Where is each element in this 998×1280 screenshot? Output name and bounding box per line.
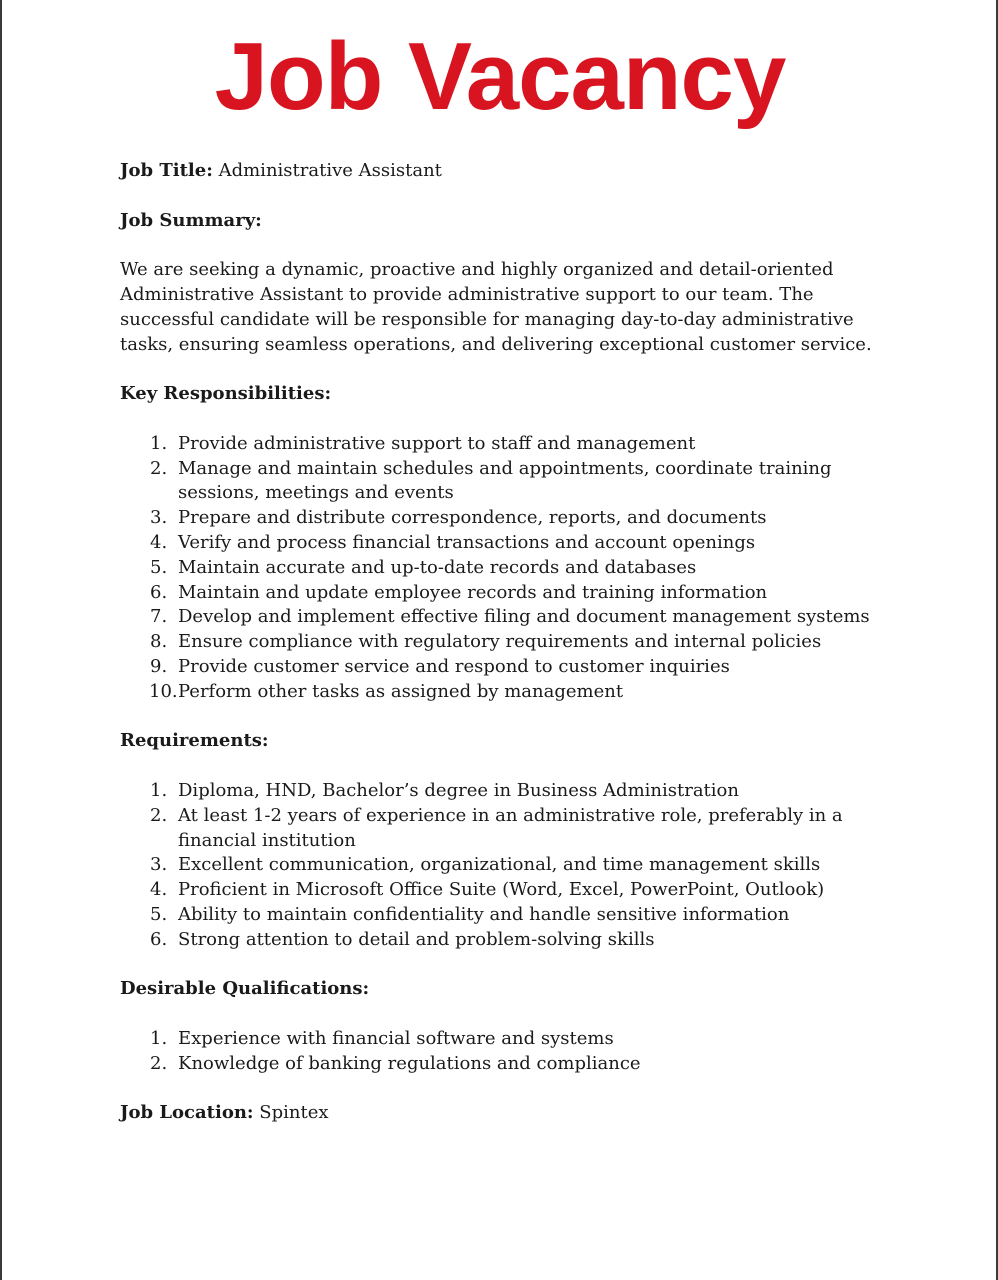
list-item-text: Provide customer service and respond to customer inquiries — [178, 655, 730, 677]
list-item-number: 1. — [150, 779, 168, 801]
job-location-label: Job Location: — [120, 1102, 254, 1124]
list-item-number: 2. — [150, 1052, 168, 1074]
list-item-text: Strong attention to detail and problem-solving skills — [178, 928, 655, 950]
desirable-heading: Desirable Qualifications: — [120, 978, 370, 1000]
list-item — [120, 1027, 880, 1052]
list-item-number: 2. — [150, 804, 168, 826]
list-item — [120, 928, 880, 953]
list-item-text: Verify and process financial transactions and account openings — [178, 531, 756, 553]
list-item-number: 10. — [149, 680, 178, 702]
summary-heading: Job Summary: — [120, 209, 262, 231]
list-item — [120, 779, 880, 804]
list-item-text: Prepare and distribute correspondence, reports, and documents — [178, 507, 767, 529]
summary-line: tasks, ensuring seamless operations, and delivering exceptional customer service. — [120, 333, 872, 355]
requirements-heading: Requirements: — [120, 730, 269, 752]
job-location-value: Spintex — [259, 1102, 329, 1124]
list-item-text: Proficient in Microsoft Office Suite (Word, Excel, PowerPoint, Outlook) — [178, 879, 825, 901]
list-item-text: Excellent communication, organizational, and time management skills — [178, 854, 821, 876]
list-item-text: Experience with financial software and systems — [178, 1027, 614, 1049]
job-title-line — [120, 159, 880, 184]
list-item-number: 5. — [150, 903, 168, 925]
summary-paragraph — [120, 258, 880, 357]
job-title-value: Administrative Assistant — [218, 160, 442, 181]
list-item-number: 1. — [150, 1027, 168, 1049]
list-item-number: 4. — [150, 879, 168, 901]
list-item — [120, 506, 880, 531]
list-item-text: Maintain accurate and up-to-date records and databases — [178, 556, 697, 578]
list-item — [120, 804, 880, 854]
list-item — [120, 655, 880, 680]
list-item-text: At least 1-2 years of experience in an administrative role, preferably in a — [178, 804, 843, 826]
job-location-line — [120, 1101, 880, 1126]
desirable-list — [120, 1027, 880, 1077]
list-item — [120, 853, 880, 878]
list-item — [120, 432, 880, 457]
list-item-text: Develop and implement effective filing and document management systems — [178, 606, 870, 628]
list-item-number: 2. — [150, 457, 168, 479]
summary-line: We are seeking a dynamic, proactive and highly organized and detail-oriented — [120, 259, 834, 281]
list-item-text-continued: financial institution — [178, 829, 356, 851]
list-item-text: Knowledge of banking regulations and compliance — [178, 1052, 641, 1074]
responsibilities-heading: Key Responsibilities: — [120, 383, 332, 405]
document-body — [120, 159, 880, 1126]
list-item-text: Ensure compliance with regulatory requirements and internal policies — [178, 631, 822, 653]
list-item — [120, 457, 880, 507]
summary-line: Administrative Assistant to provide administrative support to our team. The — [120, 283, 814, 305]
list-item-text: Manage and maintain schedules and appointments, coordinate training — [178, 457, 832, 479]
list-item-text: Diploma, HND, Bachelor’s degree in Business Administration — [178, 779, 739, 801]
summary-line: successful candidate will be responsible for managing day-to-day administrative — [120, 308, 854, 330]
list-item-text: Perform other tasks as assigned by management — [178, 680, 624, 702]
list-item-number: 3. — [150, 507, 168, 529]
list-item — [120, 878, 880, 903]
responsibilities-list — [120, 432, 880, 705]
list-item-number: 1. — [150, 432, 168, 454]
job-title-label: Job Title: — [120, 160, 213, 181]
page-title: Job Vacancy — [214, 23, 786, 130]
list-item — [120, 531, 880, 556]
list-item — [120, 630, 880, 655]
list-item-number: 4. — [150, 531, 168, 553]
list-item — [120, 581, 880, 606]
list-item — [120, 1052, 880, 1077]
list-item — [120, 680, 880, 705]
requirements-list — [120, 779, 880, 953]
list-item-text: Ability to maintain confidentiality and handle sensitive information — [178, 903, 790, 925]
list-item-text-continued: sessions, meetings and events — [178, 482, 454, 504]
list-item-number: 6. — [150, 581, 168, 603]
list-item-number: 3. — [150, 854, 168, 876]
list-item-number: 9. — [150, 655, 168, 677]
list-item-text: Provide administrative support to staff and management — [178, 432, 696, 454]
list-item — [120, 605, 880, 630]
list-item — [120, 903, 880, 928]
list-item — [120, 556, 880, 581]
list-item-number: 5. — [150, 556, 168, 578]
list-item-number: 8. — [150, 631, 168, 653]
list-item-number: 7. — [150, 606, 168, 628]
list-item-number: 6. — [150, 928, 168, 950]
list-item-text: Maintain and update employee records and training information — [178, 581, 768, 603]
